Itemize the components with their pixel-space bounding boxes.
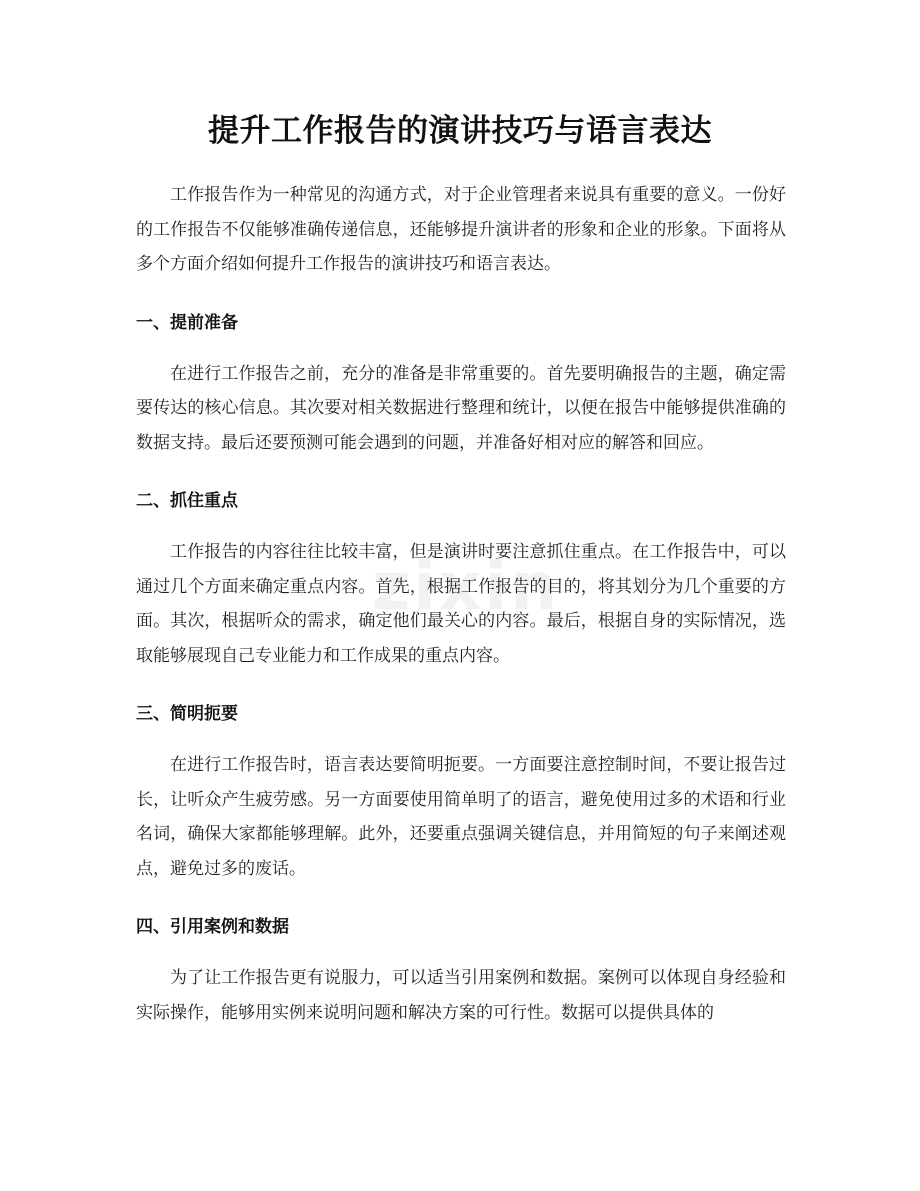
- watermark: zixin: [372, 548, 561, 625]
- section-heading-3: 三、简明扼要: [136, 704, 238, 724]
- intro-paragraph: 工作报告作为一种常见的沟通方式，对于企业管理者来说具有重要的意义。一份好的工作报告不仅能够准确传递信息，还能够提升演讲者的形象和企业的形象。下面将从多个方面介绍如何提升工作报告的演讲技巧和语言表达。: [136, 185, 786, 274]
- section-paragraph-4: 为了让工作报告更有说服力，可以适当引用案例和数据。案例可以体现自身经验和实际操作，能够用实例来说明问题和解决方案的可行性。数据可以提供具体的: [136, 968, 786, 1023]
- section-heading-2: 二、抓住重点: [136, 491, 238, 511]
- section-paragraph-1: 在进行工作报告之前，充分的准备是非常重要的。首先要明确报告的主题，确定需要传达的核心信息。其次要对相关数据进行整理和统计，以便在报告中能够提供准确的数据支持。最后还要预测可能会遇到的问题，并准备好相对应的解答和回应。: [136, 363, 786, 453]
- page-title: 提升工作报告的演讲技巧与语言表达: [208, 113, 712, 149]
- section-paragraph-2: 工作报告的内容往往比较丰富，但是演讲时要注意抓住重点。在工作报告中，可以通过几个方面来确定重点内容。首先，根据工作报告的目的，将其划分为几个重要的方面。其次，根据听众的需求，确定他们最关心的内容。最后，根据自身的实际情况，选取能够展现自己专业能力和工作成果的重点内容。: [136, 542, 786, 666]
- section-heading-4: 四、引用案例和数据: [136, 917, 289, 937]
- section-heading-1: 一、提前准备: [136, 312, 238, 333]
- section-paragraph-3: 在进行工作报告时，语言表达要简明扼要。一方面要注意控制时间，不要让报告过长，让听众产生疲劳感。另一方面要使用简单明了的语言，避免使用过多的术语和行业名词，确保大家都能够理解。此外，还要重点强调关键信息，并用简短的句子来阐述观点，避免过多的废话。: [136, 755, 786, 879]
- document-body: [136, 178, 786, 1030]
